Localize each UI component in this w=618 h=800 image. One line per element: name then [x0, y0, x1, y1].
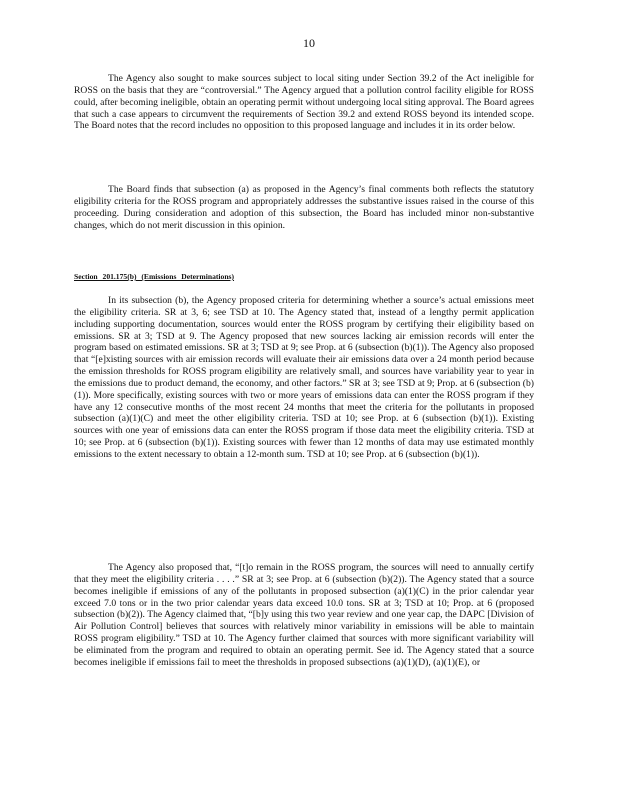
section-heading: Section 201.175(b) (Emissions Determinations)	[74, 272, 235, 281]
paragraph-board-finding: The Board finds that subsection (a) as proposed in the Agency’s final comments both reflects the statutory eligibility criteria for the ROSS program and appropriately addresses the substantive issues raised in the course of this proceeding. During consideration and adoption of this subsection, the Board has included minor non-substantive changes, which do not merit discussion in this opinion.	[74, 184, 534, 231]
page-number: 10	[303, 36, 315, 50]
paragraph-annual-certification: The Agency also proposed that, “[t]o remain in the ROSS program, the sources will need to annually certify that they meet the eligibility criteria . . . .” SR at 3; see Prop. at 6 (subsection (b)(2)). The Agency stated that a source becomes ineligible if emissions of any of the pollutants in proposed subsection (a)(1)(C) in the prior calendar year exceed 7.0 tons or in the two prior calendar years data exceed 10.0 tons. SR at 3; TSD at 10; Prop. at 6 (proposed subsection (b)(2)). The Agency claimed that, “[b]y using this two year review and one year cap, the DAPC [Division of Air Pollution Control] believes that sources with relatively minor variability in emissions will be able to maintain ROSS program eligibility.” TSD at 10. The Agency further claimed that sources with more significant variability will be eliminated from the program and required to obtain an operating permit. See id. The Agency stated that a source becomes ineligible if emissions fail to meet the thresholds in proposed subsections (a)(1)(D), (a)(1)(E), or	[74, 562, 534, 668]
paragraph-subsection-b: In its subsection (b), the Agency proposed criteria for determining whether a source’s actual emissions meet the eligibility criteria. SR at 3, 6; see TSD at 10. The Agency stated that, instead of a lengthy permit application including supporting documentation, sources would enter the ROSS program by certifying their eligibility based on emissions. SR at 3; TSD at 9. The Agency proposed that new sources lacking air emission records will enter the program based on estimated emissions. SR at 3; TSD at 9; see Prop. at 6 (subsection (b)(1)). The Agency also proposed that “[e]xisting sources with air emission records will evaluate their air emissions data over a 24 month period because the emission thresholds for ROSS program eligibility are relatively small, and sources have variability year to year in the emissions due to product demand, the economy, and other factors.” SR at 3; see TSD at 9; Prop. at 6 (subsection (b)(1)). More specifically, existing sources with two or more years of emissions data can enter the ROSS program if they have any 12 consecutive months of the most recent 24 months that meet the criteria for the pollutants in proposed subsection (a)(1)(C) and meet the other eligibility criteria. TSD at 10; see Prop. at 6 (subsection (b)(1)). Existing sources with one year of emissions data can enter the ROSS program if those data meet the eligibility criteria. TSD at 10; see Prop. at 6 (subsection (b)(1)). Existing sources with fewer than 12 months of data may use estimated monthly emissions to the extent necessary to obtain a 12-month sum. TSD at 10; see Prop. at 6 (subsection (b)(1)).	[74, 295, 534, 460]
paragraph-local-siting: The Agency also sought to make sources subject to local siting under Section 39.2 of the Act ineligible for ROSS on the basis that they are “controversial.” The Agency argued that a pollution control facility eligible for ROSS could, after becoming ineligible, obtain an operating permit without undergoing local siting approval. The Board agrees that such a case appears to circumvent the requirements of Section 39.2 and extend ROSS beyond its intended scope. The Board notes that the record includes no opposition to this proposed language and includes it in its order below.	[74, 73, 534, 132]
